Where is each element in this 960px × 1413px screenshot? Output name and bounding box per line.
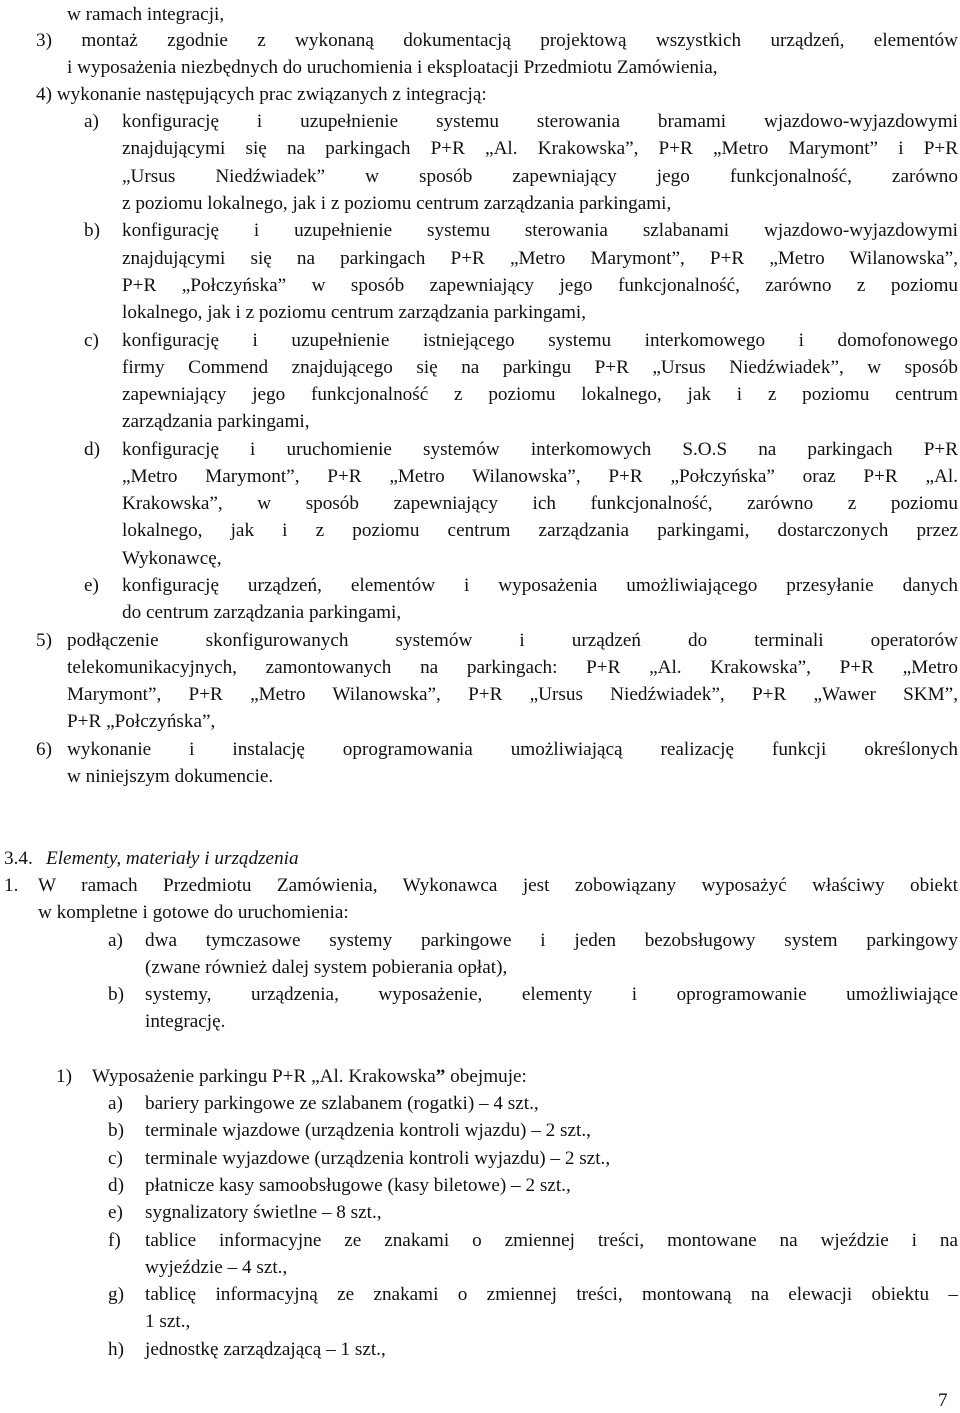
list-label: a) bbox=[84, 111, 99, 132]
page-number: 7 bbox=[938, 1390, 948, 1411]
text-line: telekomunikacyjnych, zamontowanych na parkingach: P+R „Al. Krakowska”, P+R „Metro bbox=[67, 657, 958, 678]
text-line: tablicę informacyjną ze znakami o zmiennej treści, montowaną na elewacji obiektu – bbox=[145, 1284, 958, 1305]
list-label: a) bbox=[108, 1093, 123, 1114]
subsection-title-text: Wyposażenie parkingu P+R „Al. Krakowska bbox=[92, 1066, 436, 1087]
list-label: d) bbox=[84, 439, 100, 460]
text-line: bariery parkingowe ze szlabanem (rogatki) – 4 szt., bbox=[145, 1093, 539, 1114]
text-line: P+R „Połczyńska” w sposób zapewniający jego funkcjonalność, zarówno z poziomu bbox=[122, 275, 958, 296]
text-line: jednostkę zarządzającą – 1 szt., bbox=[145, 1339, 386, 1360]
text-line: lokalnego, jak i z poziomu centrum zarządzania parkingami, bbox=[122, 302, 587, 323]
list-label: h) bbox=[108, 1339, 124, 1360]
text-line: „Ursus Niedźwiadek” w sposób zapewniający jego funkcjonalność, zarówno bbox=[122, 166, 958, 187]
text-line: wykonanie i instalację oprogramowania umożliwiającą realizację funkcji określonych bbox=[67, 739, 958, 760]
list-label: b) bbox=[108, 984, 124, 1005]
text-line: konfigurację i uzupełnienie istniejącego systemu interkomowego i domofonowego bbox=[122, 330, 958, 351]
text-line: (zwane również dalej system pobierania opłat), bbox=[145, 957, 508, 978]
text-line: konfigurację i uruchomienie systemów interkomowych S.O.S na parkingach P+R bbox=[122, 439, 958, 460]
subsection-title bbox=[92, 1063, 527, 1090]
text-line: Marymont”, P+R „Metro Wilanowska”, P+R „Ursus Niedźwiadek”, P+R „Wawer SKM”, bbox=[67, 684, 958, 705]
text-line: Krakowska”, w sposób zapewniający ich funkcjonalność, zarówno z poziomu bbox=[122, 493, 958, 514]
text-line: W ramach Przedmiotu Zamówienia, Wykonawca jest zobowiązany wyposażyć właściwy obiekt bbox=[38, 875, 958, 896]
list-label: g) bbox=[108, 1284, 124, 1305]
text-line: płatnicze kasy samoobsługowe (kasy biletowe) – 2 szt., bbox=[145, 1175, 571, 1196]
text-line: podłączenie skonfigurowanych systemów i urządzeń do terminali operatorów bbox=[67, 630, 958, 651]
closing-quote: ” bbox=[435, 1066, 446, 1087]
text-line: 3) montaż zgodnie z wykonaną dokumentacją projektową wszystkich urządzeń, elementów bbox=[36, 30, 958, 51]
list-label: a) bbox=[108, 930, 123, 951]
text-line: w niniejszym dokumencie. bbox=[67, 766, 274, 787]
text-line: tablice informacyjne ze znakami o zmiennej treści, montowane na wjeździe i na bbox=[145, 1230, 958, 1251]
text-line: do centrum zarządzania parkingami, bbox=[122, 602, 402, 623]
text-line: zapewniający jego funkcjonalność z poziomu lokalnego, jak i z poziomu centrum bbox=[122, 384, 958, 405]
text-line: konfigurację urządzeń, elementów i wyposażenia umożliwiającego przesyłanie danych bbox=[122, 575, 958, 596]
list-label: e) bbox=[84, 575, 99, 596]
text-line: znajdującymi się na parkingach P+R „Metro Marymont”, P+R „Metro Wilanowska”, bbox=[122, 248, 958, 269]
text-line: konfigurację i uzupełnienie systemu sterowania szlabanami wjazdowo-wyjazdowymi bbox=[122, 220, 958, 241]
text-line: w kompletne i gotowe do uruchomienia: bbox=[38, 902, 349, 923]
list-label: c) bbox=[108, 1148, 123, 1169]
list-label: d) bbox=[108, 1175, 124, 1196]
list-label: e) bbox=[108, 1202, 123, 1223]
text-line: znajdującymi się na parkingach P+R „Al. Krakowska”, P+R „Metro Marymont” i P+R bbox=[122, 138, 958, 159]
list-label: c) bbox=[84, 330, 99, 351]
text-line: terminale wyjazdowe (urządzenia kontroli wyjazdu) – 2 szt., bbox=[145, 1148, 611, 1169]
list-number: 1. bbox=[4, 875, 19, 896]
text-line: integrację. bbox=[145, 1011, 226, 1032]
list-label: b) bbox=[108, 1120, 124, 1141]
text-line: w ramach integracji, bbox=[67, 4, 225, 25]
section-number: 3.4. bbox=[4, 848, 33, 869]
text-line: systemy, urządzenia, wyposażenie, elementy i oprogramowanie umożliwiające bbox=[145, 984, 958, 1005]
list-label: f) bbox=[108, 1230, 121, 1251]
text-line: 4) wykonanie następujących prac związanych z integracją: bbox=[36, 84, 487, 105]
text-line: „Metro Marymont”, P+R „Metro Wilanowska”, P+R „Połczyńska” oraz P+R „Al. bbox=[122, 466, 958, 487]
text-line: sygnalizatory świetlne – 8 szt., bbox=[145, 1202, 382, 1223]
section-title: Elementy, materiały i urządzenia bbox=[46, 848, 299, 869]
text-line: zarządzania parkingami, bbox=[122, 411, 310, 432]
text-line: lokalnego, jak i z poziomu centrum zarządzania parkingami, dostarczonych przez bbox=[122, 520, 958, 541]
text-line: wyjeździe – 4 szt., bbox=[145, 1257, 288, 1278]
text-line: firmy Commend znajdującego się na parkingu P+R „Ursus Niedźwiadek”, w sposób bbox=[122, 357, 958, 378]
text-line: i wyposażenia niezbędnych do uruchomienia i eksploatacji Przedmiotu Zamówienia, bbox=[67, 57, 718, 78]
text-line: P+R „Połczyńska”, bbox=[67, 711, 216, 732]
text-line: terminale wjazdowe (urządzenia kontroli wjazdu) – 2 szt., bbox=[145, 1120, 591, 1141]
list-number: 6) bbox=[36, 739, 52, 760]
text-line: 1 szt., bbox=[145, 1311, 191, 1332]
list-number: 5) bbox=[36, 630, 52, 651]
text-line: Wykonawcę, bbox=[122, 548, 222, 569]
subsection-title-suffix: obejmuje: bbox=[445, 1066, 527, 1087]
list-number: 1) bbox=[56, 1066, 72, 1087]
text-line: konfigurację i uzupełnienie systemu sterowania bramami wjazdowo-wyjazdowymi bbox=[122, 111, 958, 132]
list-label: b) bbox=[84, 220, 100, 241]
text-line: z poziomu lokalnego, jak i z poziomu centrum zarządzania parkingami, bbox=[122, 193, 672, 214]
text-line: dwa tymczasowe systemy parkingowe i jeden bezobsługowy system parkingowy bbox=[145, 930, 958, 951]
